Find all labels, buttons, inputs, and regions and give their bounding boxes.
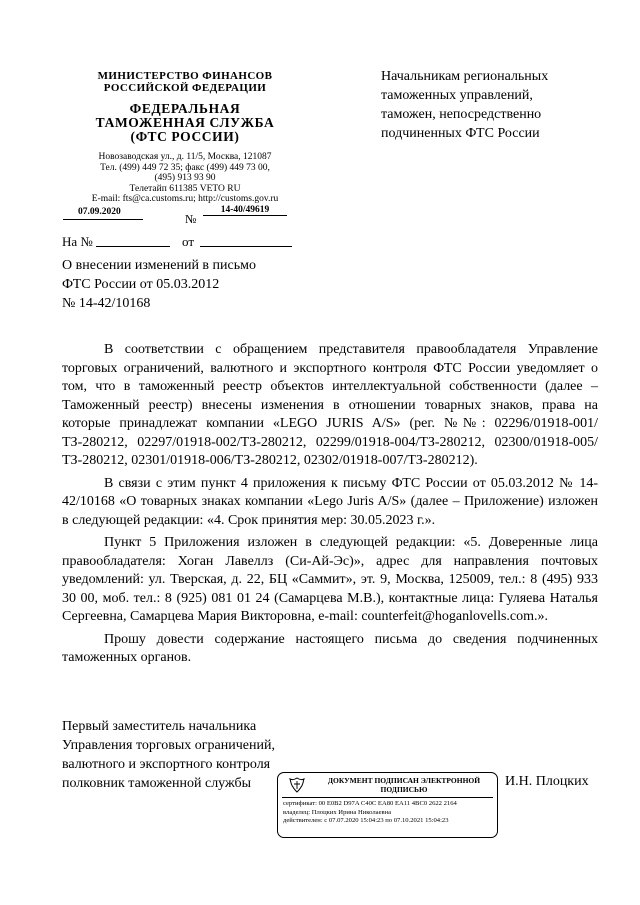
letter-number: 14-40/49619 [203, 205, 287, 216]
letterhead [60, 70, 310, 205]
stamp-owner: владелец: Плоцких Ирина Николаевна [283, 808, 392, 816]
stamp-certificate: сертификат: 00 E0B2 D97A C40C EA80 EA11 4BC0 2622 2164 [283, 800, 457, 807]
body-paragraph-2: В связи с этим пункт 4 приложения к письму ФТС России от 05.03.2012 № 14-42/10168 «О товарных знаках компании «Lego Juris A/S» (далее – Приложение) изложен в следующей редакции: «4. Срок принятия мер: 30.05.2023 г.». [62, 475, 598, 528]
reference-number-blank [96, 246, 170, 247]
reference-from-label: от [182, 234, 195, 249]
body-paragraph-4: Прошу довести содержание настоящего письма до сведения подчиненных таможенных органов. [62, 631, 598, 665]
number-sign: № [185, 212, 197, 226]
emblem-icon [288, 777, 306, 793]
reference-date-blank [200, 246, 292, 247]
letter-body [62, 341, 598, 672]
contact-details: Новозаводская ул., д. 11/5, Москва, 121087 Тел. (499) 449 72 35; факс (499) 449 73 00, (495) 913 93 90 Телетайп 611385 VETO RU E-mail: fts@ca.customs.ru; http://customs.gov.ru [91, 152, 279, 204]
letter-date: 07.09.2020 [78, 207, 121, 217]
stamp-details [283, 800, 495, 826]
electronic-signature-stamp [277, 772, 498, 838]
addressee: Начальникам региональных таможенных управлений, таможен, непосредственно подчиненных ФТС России [381, 69, 549, 141]
body-paragraph-3: Пункт 5 Приложения изложен в следующей редакции: «5. Доверенные лица правообладателя: Хоган Лавеллз (Си-Ай-Эс)», адрес для направления почтовых уведомлений: ул. Тверская, д. 22, БЦ «Саммит», эт. 9, Москва, 125009, тел.: 8 (495) 933 30 00, моб. тел.: 8 (925) 081 01 24 (Самарцева М.В.), контактные лица: Гуляева Наталья Сергеевна, Самарцева Мария Викторовна, e-mail: counterfeit@hoganlovells.com.». [62, 535, 598, 624]
stamp-title: ДОКУМЕНТ ПОДПИСАН ЭЛЕКТРОННОЙ ПОДПИСЬЮ [327, 776, 481, 794]
service-name: ФЕДЕРАЛЬНАЯ ТАМОЖЕННАЯ СЛУЖБА (ФТС РОССИИ) [95, 101, 275, 144]
reference-label: На № [62, 234, 93, 249]
ministry-name: МИНИСТЕРСТВО ФИНАНСОВ РОССИЙСКОЙ ФЕДЕРАЦИИ [97, 70, 273, 94]
letter-subject: О внесении изменений в письмо ФТС России от 05.03.2012 № 14-42/10168 [62, 258, 256, 311]
stamp-validity: действителен: с 07.07.2020 15:04:23 по 07.10.2021 15:04:23 [283, 817, 449, 824]
date-underline [63, 219, 143, 220]
body-paragraph-1: В соответствии с обращением представителя правообладателя Управление торговых ограничений, валютного и экспортного контроля ФТС России уведомляет о том, что в таможенный реестр объектов интеллектуальной собственности (далее – Таможенный реестр) внесены изменения в отношении товарных знаков, права на которые принадлежат компании «LEGO JURIS A/S» (рег. №№: 02296/01918-001/ТЗ-280212, 02297/01918-002/ТЗ-280212, 02299/01918-004/ТЗ-280212, 02300/01918-005/ТЗ-280212, 02301/01918-006/ТЗ-280212, 02302/01918-007/ТЗ-280212). [62, 342, 598, 468]
signer-name: И.Н. Плоцких [505, 774, 589, 789]
stamp-divider [282, 797, 493, 798]
signer-title: Первый заместитель начальника Управления торговых ограничений, валютного и экспортного контроля полковник таможенной службы [62, 719, 275, 791]
